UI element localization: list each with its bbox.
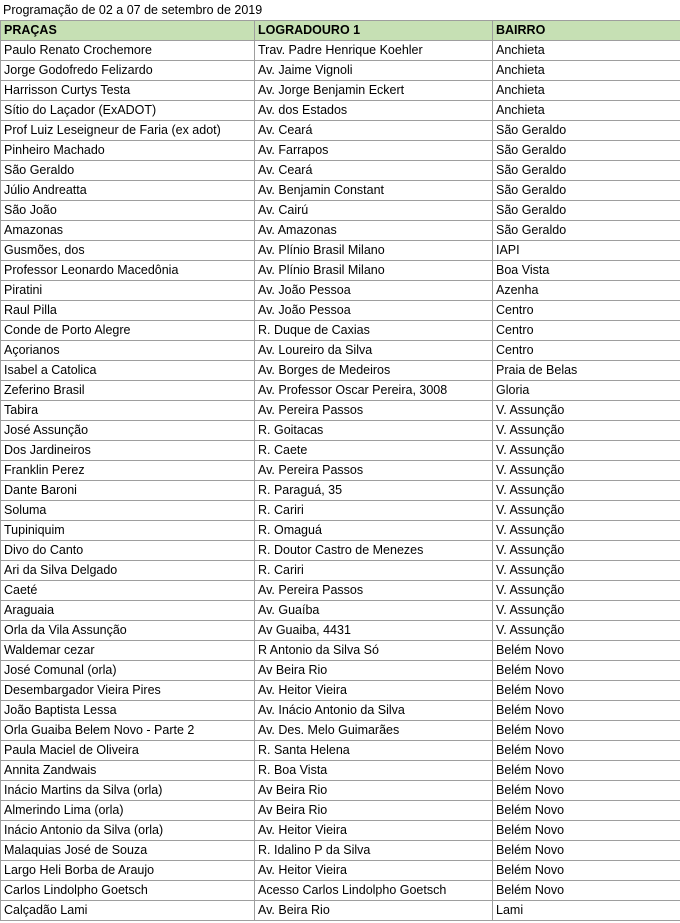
cell-praca[interactable]: Paulo Renato Crochemore: [1, 41, 255, 61]
table-row: [1, 281, 680, 301]
table-row: [1, 61, 680, 81]
cell-bairro[interactable]: V. Assunção: [493, 421, 680, 441]
table-row: [1, 381, 680, 401]
cell-praca[interactable]: Desembargador Vieira Pires: [1, 681, 255, 701]
cell-logradouro[interactable]: Av. Amazonas: [255, 221, 493, 241]
header-logradouro[interactable]: LOGRADOURO 1: [255, 21, 493, 41]
cell-bairro[interactable]: Belém Novo: [493, 761, 680, 781]
cell-logradouro[interactable]: R. Cariri: [255, 501, 493, 521]
table-row: [1, 421, 680, 441]
table-row: [1, 661, 680, 681]
cell-bairro[interactable]: São Geraldo: [493, 201, 680, 221]
schedule-table: [0, 20, 680, 921]
cell-logradouro[interactable]: Av. Plínio Brasil Milano: [255, 241, 493, 261]
cell-praca[interactable]: Carlos Lindolpho Goetsch: [1, 881, 255, 901]
cell-bairro[interactable]: Anchieta: [493, 81, 680, 101]
cell-logradouro[interactable]: Av Beira Rio: [255, 661, 493, 681]
cell-bairro[interactable]: Belém Novo: [493, 741, 680, 761]
cell-logradouro[interactable]: Av. Jorge Benjamin Eckert: [255, 81, 493, 101]
cell-bairro[interactable]: Belém Novo: [493, 701, 680, 721]
cell-praca[interactable]: Orla da Vila Assunção: [1, 621, 255, 641]
table-row: [1, 261, 680, 281]
cell-praca[interactable]: Almerindo Lima (orla): [1, 801, 255, 821]
cell-logradouro[interactable]: Av. Guaíba: [255, 601, 493, 621]
cell-praca[interactable]: Amazonas: [1, 221, 255, 241]
cell-logradouro[interactable]: Av. Cairú: [255, 201, 493, 221]
table-row: [1, 221, 680, 241]
cell-logradouro[interactable]: Av. dos Estados: [255, 101, 493, 121]
cell-praca[interactable]: Soluma: [1, 501, 255, 521]
table-row: [1, 241, 680, 261]
cell-logradouro[interactable]: R. Idalino P da Silva: [255, 841, 493, 861]
cell-bairro[interactable]: Belém Novo: [493, 661, 680, 681]
cell-praca[interactable]: Ari da Silva Delgado: [1, 561, 255, 581]
cell-bairro[interactable]: Belém Novo: [493, 681, 680, 701]
cell-logradouro[interactable]: R. Cariri: [255, 561, 493, 581]
cell-logradouro[interactable]: Av. Des. Melo Guimarães: [255, 721, 493, 741]
cell-bairro[interactable]: Lami: [493, 901, 680, 921]
cell-logradouro[interactable]: Av. Ceará: [255, 161, 493, 181]
table-row: [1, 781, 680, 801]
cell-bairro[interactable]: Azenha: [493, 281, 680, 301]
table-row: [1, 481, 680, 501]
table-row: [1, 161, 680, 181]
cell-logradouro[interactable]: Av. Pereira Passos: [255, 581, 493, 601]
cell-logradouro[interactable]: R. Goitacas: [255, 421, 493, 441]
cell-praca[interactable]: Malaquias José de Souza: [1, 841, 255, 861]
cell-praca[interactable]: Calçadão Lami: [1, 901, 255, 921]
cell-praca[interactable]: Tupiniquim: [1, 521, 255, 541]
cell-praca[interactable]: Annita Zandwais: [1, 761, 255, 781]
cell-logradouro[interactable]: Av. Jaime Vignoli: [255, 61, 493, 81]
table-row: [1, 321, 680, 341]
cell-praca[interactable]: Inácio Antonio da Silva (orla): [1, 821, 255, 841]
table-row: [1, 561, 680, 581]
cell-bairro[interactable]: Belém Novo: [493, 881, 680, 901]
cell-praca[interactable]: Conde de Porto Alegre: [1, 321, 255, 341]
cell-logradouro[interactable]: Av. Borges de Medeiros: [255, 361, 493, 381]
cell-logradouro[interactable]: Av Beira Rio: [255, 781, 493, 801]
cell-bairro[interactable]: V. Assunção: [493, 521, 680, 541]
cell-praca[interactable]: Franklin Perez: [1, 461, 255, 481]
table-body: [1, 41, 680, 921]
cell-bairro[interactable]: IAPI: [493, 241, 680, 261]
cell-logradouro[interactable]: Trav. Padre Henrique Koehler: [255, 41, 493, 61]
cell-praca[interactable]: Paula Maciel de Oliveira: [1, 741, 255, 761]
table-row: [1, 181, 680, 201]
cell-bairro[interactable]: Anchieta: [493, 101, 680, 121]
cell-praca[interactable]: Waldemar cezar: [1, 641, 255, 661]
cell-bairro[interactable]: V. Assunção: [493, 541, 680, 561]
cell-bairro[interactable]: Anchieta: [493, 41, 680, 61]
cell-bairro[interactable]: São Geraldo: [493, 181, 680, 201]
cell-bairro[interactable]: V. Assunção: [493, 441, 680, 461]
cell-praca[interactable]: Júlio Andreatta: [1, 181, 255, 201]
cell-praca[interactable]: Isabel a Catolica: [1, 361, 255, 381]
cell-praca[interactable]: Tabira: [1, 401, 255, 421]
cell-bairro[interactable]: Belém Novo: [493, 721, 680, 741]
cell-logradouro[interactable]: R. Paraguá, 35: [255, 481, 493, 501]
cell-bairro[interactable]: Praia de Belas: [493, 361, 680, 381]
table-row: [1, 461, 680, 481]
table-row: [1, 841, 680, 861]
cell-logradouro[interactable]: Av. Inácio Antonio da Silva: [255, 701, 493, 721]
cell-bairro[interactable]: V. Assunção: [493, 561, 680, 581]
table-row: [1, 821, 680, 841]
cell-bairro[interactable]: V. Assunção: [493, 401, 680, 421]
table-row: [1, 721, 680, 741]
cell-bairro[interactable]: V. Assunção: [493, 461, 680, 481]
table-row: [1, 301, 680, 321]
cell-praca[interactable]: Divo do Canto: [1, 541, 255, 561]
cell-bairro[interactable]: São Geraldo: [493, 141, 680, 161]
cell-logradouro[interactable]: Av. Ceará: [255, 121, 493, 141]
table-row: [1, 141, 680, 161]
table-row: [1, 881, 680, 901]
table-row: [1, 341, 680, 361]
cell-bairro[interactable]: V. Assunção: [493, 481, 680, 501]
cell-praca[interactable]: Jorge Godofredo Felizardo: [1, 61, 255, 81]
table-row: [1, 621, 680, 641]
table-row: [1, 441, 680, 461]
cell-logradouro[interactable]: Av Guaiba, 4431: [255, 621, 493, 641]
cell-praca[interactable]: Zeferino Brasil: [1, 381, 255, 401]
table-row: [1, 361, 680, 381]
cell-logradouro[interactable]: Av Beira Rio: [255, 801, 493, 821]
cell-logradouro[interactable]: Av. Plínio Brasil Milano: [255, 261, 493, 281]
cell-bairro[interactable]: Belém Novo: [493, 841, 680, 861]
cell-bairro[interactable]: São Geraldo: [493, 161, 680, 181]
cell-bairro[interactable]: Centro: [493, 321, 680, 341]
cell-bairro[interactable]: Belém Novo: [493, 801, 680, 821]
table-row: [1, 81, 680, 101]
header-pracas[interactable]: PRAÇAS: [1, 21, 255, 41]
table-row: [1, 861, 680, 881]
cell-praca[interactable]: Inácio Martins da Silva (orla): [1, 781, 255, 801]
cell-bairro[interactable]: V. Assunção: [493, 601, 680, 621]
cell-logradouro[interactable]: Av. Heitor Vieira: [255, 821, 493, 841]
cell-bairro[interactable]: V. Assunção: [493, 581, 680, 601]
cell-praca[interactable]: José Comunal (orla): [1, 661, 255, 681]
cell-praca[interactable]: José Assunção: [1, 421, 255, 441]
table-row: [1, 701, 680, 721]
cell-praca[interactable]: Dante Baroni: [1, 481, 255, 501]
header-bairro[interactable]: BAIRRO: [493, 21, 680, 41]
cell-logradouro[interactable]: Av. Heitor Vieira: [255, 681, 493, 701]
table-row: [1, 521, 680, 541]
cell-praca[interactable]: Orla Guaiba Belem Novo - Parte 2: [1, 721, 255, 741]
cell-logradouro[interactable]: Av. Heitor Vieira: [255, 861, 493, 881]
table-row: [1, 41, 680, 61]
cell-praca[interactable]: Sítio do Laçador (ExADOT): [1, 101, 255, 121]
cell-praca[interactable]: Professor Leonardo Macedônia: [1, 261, 255, 281]
cell-bairro[interactable]: São Geraldo: [493, 121, 680, 141]
cell-bairro[interactable]: Gloria: [493, 381, 680, 401]
cell-logradouro[interactable]: Av. Beira Rio: [255, 901, 493, 921]
table-row: [1, 801, 680, 821]
cell-logradouro[interactable]: Av. Benjamin Constant: [255, 181, 493, 201]
table-row: [1, 681, 680, 701]
table-row: [1, 201, 680, 221]
cell-praca[interactable]: Gusmões, dos: [1, 241, 255, 261]
cell-bairro[interactable]: V. Assunção: [493, 501, 680, 521]
cell-logradouro[interactable]: Av. João Pessoa: [255, 301, 493, 321]
cell-logradouro[interactable]: Av. João Pessoa: [255, 281, 493, 301]
cell-bairro[interactable]: Belém Novo: [493, 861, 680, 881]
cell-bairro[interactable]: Belém Novo: [493, 781, 680, 801]
cell-logradouro[interactable]: Av. Pereira Passos: [255, 461, 493, 481]
table-row: [1, 401, 680, 421]
cell-bairro[interactable]: Centro: [493, 341, 680, 361]
table-header: [1, 21, 680, 41]
cell-praca[interactable]: Largo Heli Borba de Araujo: [1, 861, 255, 881]
cell-logradouro[interactable]: Av. Loureiro da Silva: [255, 341, 493, 361]
cell-logradouro[interactable]: R Antonio da Silva Só: [255, 641, 493, 661]
cell-praca[interactable]: João Baptista Lessa: [1, 701, 255, 721]
table-row: [1, 581, 680, 601]
sheet-caption: Programação de 02 a 07 de setembro de 2019: [3, 3, 263, 17]
cell-logradouro[interactable]: R. Omaguá: [255, 521, 493, 541]
cell-praca[interactable]: Prof Luiz Leseigneur de Faria (ex adot): [1, 121, 255, 141]
table-row: [1, 121, 680, 141]
cell-bairro[interactable]: São Geraldo: [493, 221, 680, 241]
cell-bairro[interactable]: Centro: [493, 301, 680, 321]
cell-logradouro[interactable]: R. Boa Vista: [255, 761, 493, 781]
table-row: [1, 541, 680, 561]
table-row: [1, 901, 680, 921]
table-row: [1, 761, 680, 781]
header-row: [1, 21, 680, 41]
cell-bairro[interactable]: Boa Vista: [493, 261, 680, 281]
cell-logradouro[interactable]: Av. Pereira Passos: [255, 401, 493, 421]
cell-logradouro[interactable]: Acesso Carlos Lindolpho Goetsch: [255, 881, 493, 901]
cell-praca[interactable]: Araguaia: [1, 601, 255, 621]
cell-logradouro[interactable]: Av. Farrapos: [255, 141, 493, 161]
cell-bairro[interactable]: Belém Novo: [493, 641, 680, 661]
cell-bairro[interactable]: Anchieta: [493, 61, 680, 81]
cell-praca[interactable]: Raul Pilla: [1, 301, 255, 321]
cell-praca[interactable]: Açorianos: [1, 341, 255, 361]
table-row: [1, 601, 680, 621]
cell-bairro[interactable]: V. Assunção: [493, 621, 680, 641]
cell-praca[interactable]: São João: [1, 201, 255, 221]
cell-praca[interactable]: Caeté: [1, 581, 255, 601]
cell-logradouro[interactable]: R. Santa Helena: [255, 741, 493, 761]
cell-logradouro[interactable]: Av. Professor Oscar Pereira, 3008: [255, 381, 493, 401]
table-row: [1, 741, 680, 761]
cell-praca[interactable]: Dos Jardineiros: [1, 441, 255, 461]
cell-praca[interactable]: São Geraldo: [1, 161, 255, 181]
cell-logradouro[interactable]: R. Caete: [255, 441, 493, 461]
table-row: [1, 641, 680, 661]
cell-logradouro[interactable]: R. Duque de Caxias: [255, 321, 493, 341]
cell-praca[interactable]: Harrisson Curtys Testa: [1, 81, 255, 101]
cell-logradouro[interactable]: R. Doutor Castro de Menezes: [255, 541, 493, 561]
cell-praca[interactable]: Pinheiro Machado: [1, 141, 255, 161]
table-row: [1, 101, 680, 121]
cell-praca[interactable]: Piratini: [1, 281, 255, 301]
table-row: [1, 501, 680, 521]
cell-bairro[interactable]: Belém Novo: [493, 821, 680, 841]
